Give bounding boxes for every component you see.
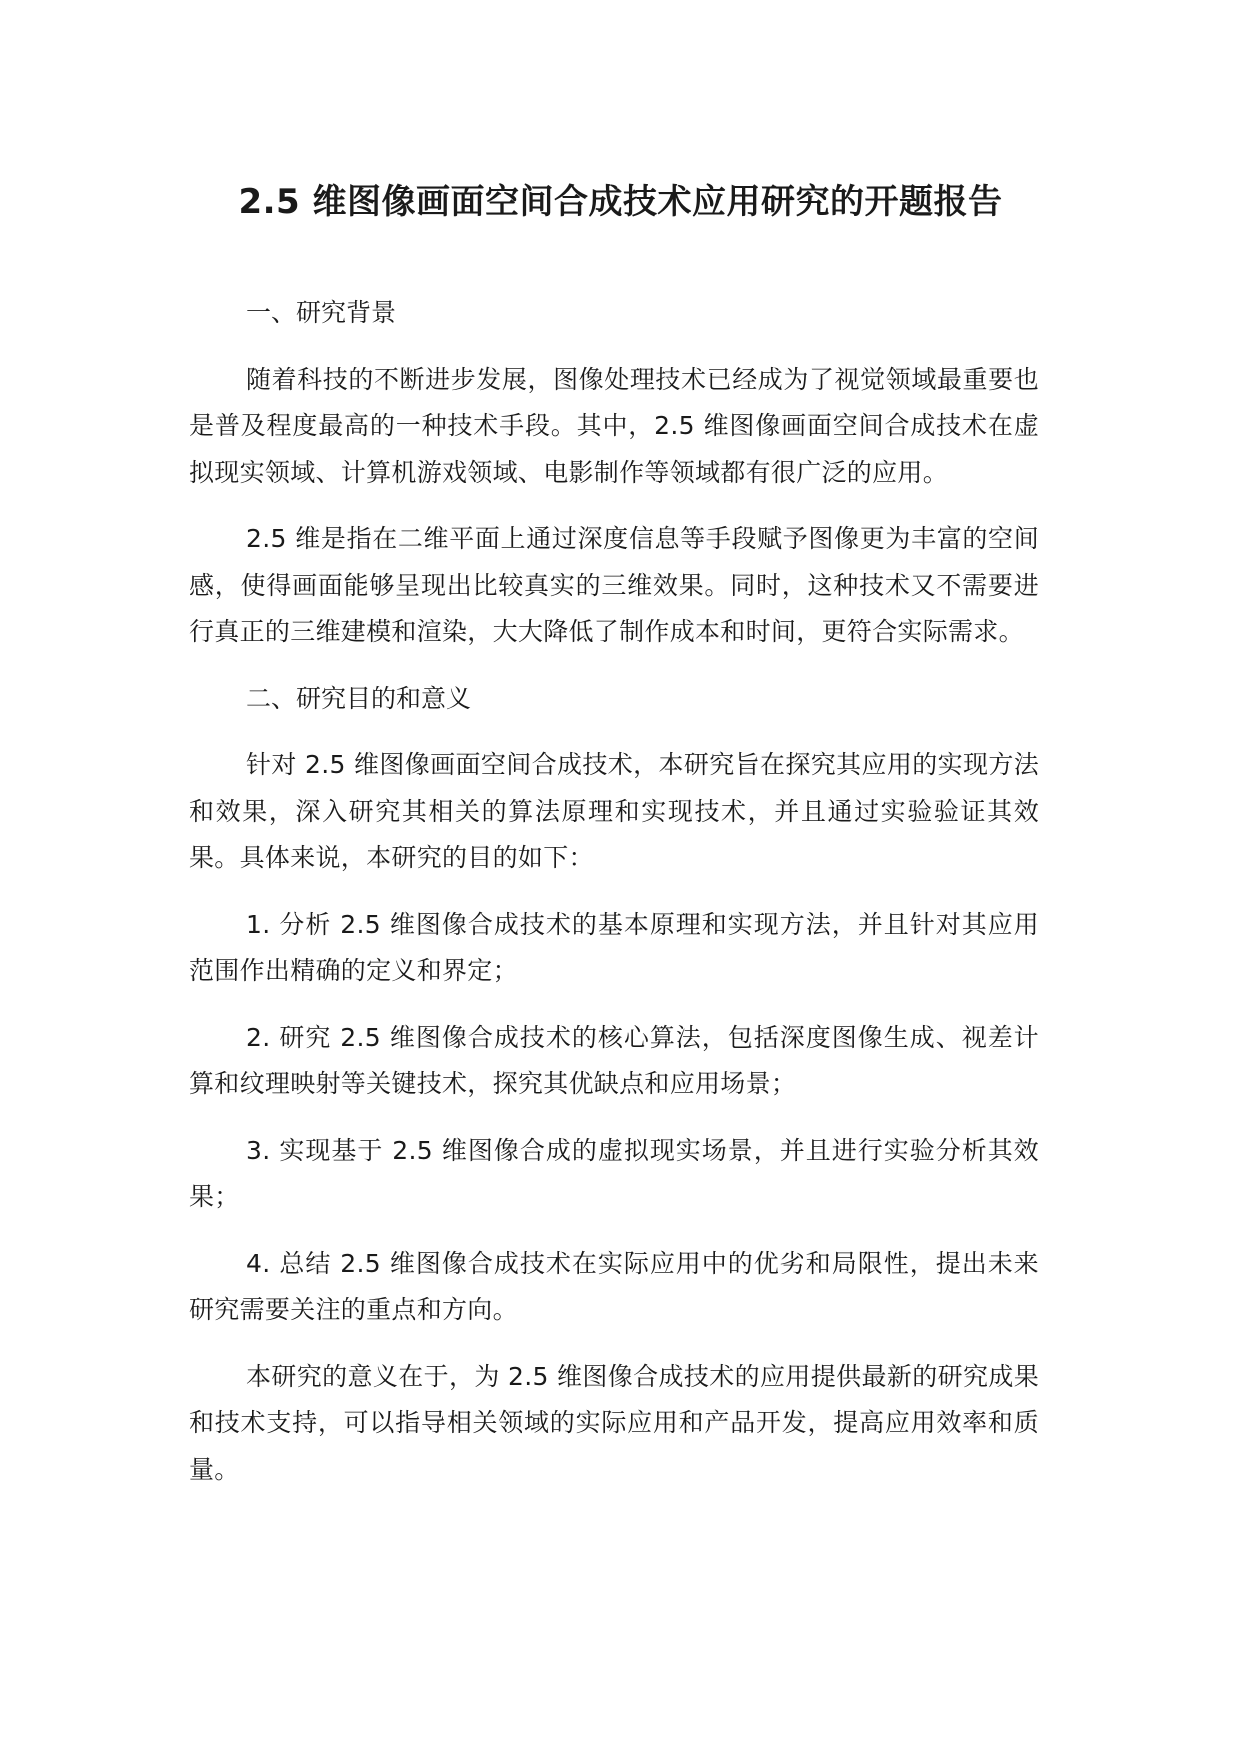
document-body: [189, 290, 1039, 1513]
list-item-goal-2: 2. 研究 2.5 维图像合成技术的核心算法，包括深度图像生成、视差计算和纹理映射等关键技术，探究其优缺点和应用场景；: [189, 1022, 1039, 1098]
list-item-goal-3: 3. 实现基于 2.5 维图像合成的虚拟现实场景，并且进行实验分析其效果；: [189, 1135, 1039, 1211]
list-item-goal-4: 4. 总结 2.5 维图像合成技术在实际应用中的优劣和局限性，提出未来研究需要关注的重点和方向。: [189, 1248, 1039, 1324]
paragraph-background-1: 随着科技的不断进步发展，图像处理技术已经成为了视觉领域最重要也是普及程度最高的一种技术手段。其中，2.5 维图像画面空间合成技术在虚拟现实领域、计算机游戏领域、电影制作等领域都有很广泛的应用。: [189, 364, 1039, 487]
document-title: 2.5 维图像画面空间合成技术应用研究的开题报告: [238, 182, 1003, 222]
section-heading-purpose: 二、研究目的和意义: [246, 683, 472, 713]
paragraph-purpose-intro: 针对 2.5 维图像画面空间合成技术，本研究旨在探究其应用的实现方法和效果，深入研究其相关的算法原理和实现技术，并且通过实验验证其效果。具体来说，本研究的目的如下：: [189, 750, 1039, 872]
paragraph-significance: 本研究的意义在于，为 2.5 维图像合成技术的应用提供最新的研究成果和技术支持，可以指导相关领域的实际应用和产品开发，提高应用效率和质量。: [189, 1361, 1039, 1484]
list-item-goal-1: 1. 分析 2.5 维图像合成技术的基本原理和实现方法，并且针对其应用范围作出精确的定义和界定；: [189, 909, 1039, 985]
section-heading-background: 一、研究背景: [246, 298, 397, 327]
paragraph-background-2: 2.5 维是指在二维平面上通过深度信息等手段赋予图像更为丰富的空间感，使得画面能够呈现出比较真实的三维效果。同时，这种技术又不需要进行真正的三维建模和渲染，大大降低了制作成本和时间，更符合实际需求。: [189, 524, 1039, 646]
